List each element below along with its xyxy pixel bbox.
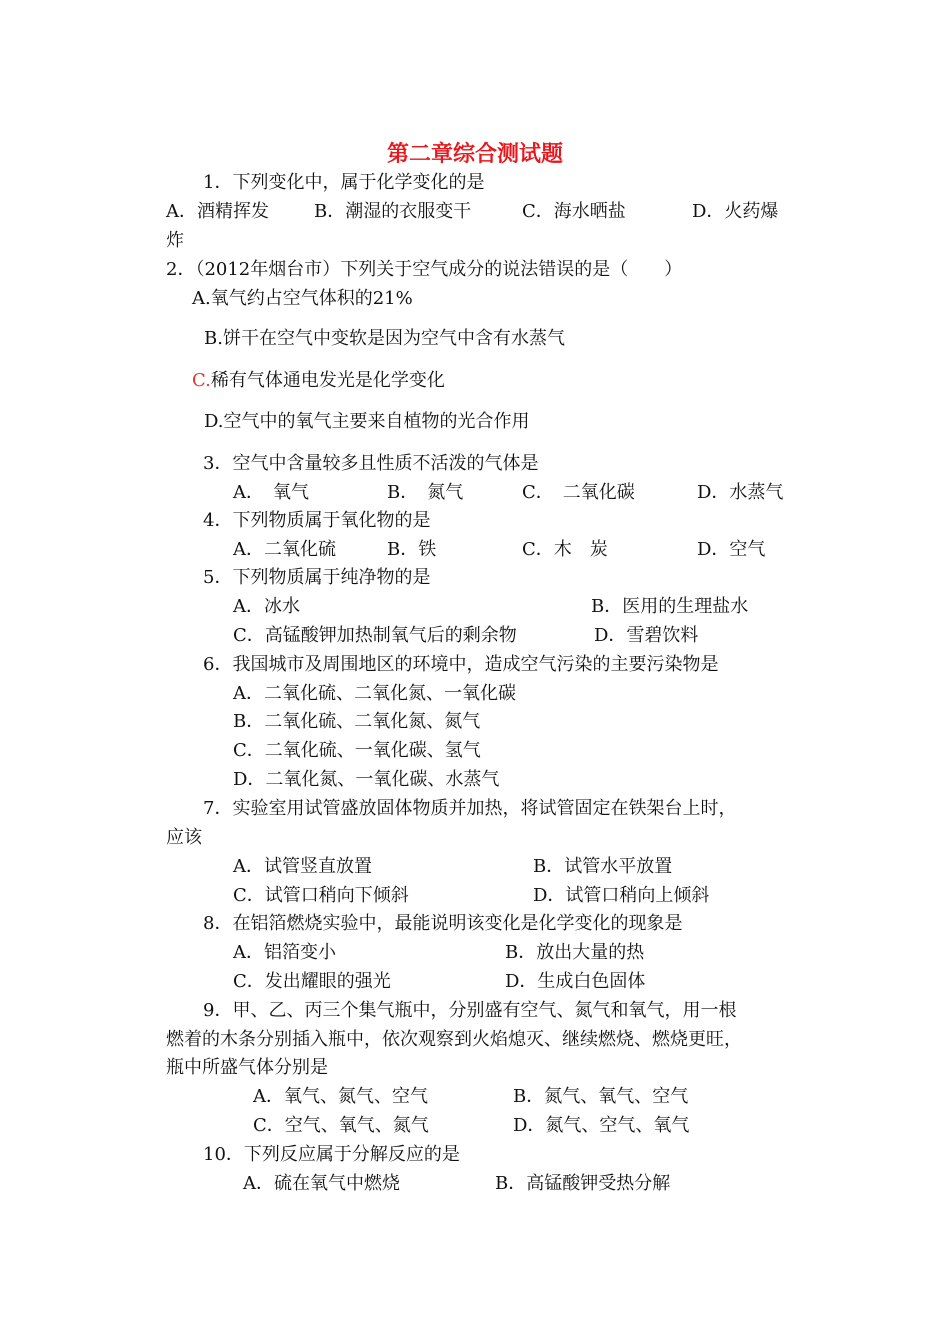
q9-stem-line-2: 燃着的木条分别插入瓶中，依次观察到火焰熄灭、继续燃烧、燃烧更旺， xyxy=(166,1029,742,1050)
q10-option-b: B．高锰酸钾受热分解 xyxy=(495,1173,671,1194)
q9-stem: 9．甲、乙、丙三个集气瓶中，分别盛有空气、氮气和氧气，用一根 xyxy=(203,1000,737,1021)
page-title: 第二章综合测试题 xyxy=(386,142,563,167)
q9-stem-line-3: 瓶中所盛气体分别是 xyxy=(166,1057,328,1078)
q10-stem: 10．下列反应属于分解反应的是 xyxy=(203,1144,460,1165)
q1-stem: 1．下列变化中，属于化学变化的是 xyxy=(203,172,485,193)
q3-stem: 3．空气中含量较多且性质不活泼的气体是 xyxy=(203,453,539,474)
q8-stem: 8．在铝箔燃烧实验中，最能说明该变化是化学变化的现象是 xyxy=(203,913,683,934)
q5-option-d: D．雪碧饮料 xyxy=(594,625,699,646)
q5-option-c: C．高锰酸钾加热制氧气后的剩余物 xyxy=(233,625,517,646)
q1-option-d-wrap: 炸 xyxy=(166,230,184,251)
q7-stem: 7．实验室用试管盛放固体物质并加热，将试管固定在铁架台上时， xyxy=(203,798,737,819)
q7-stem-wrap: 应该 xyxy=(166,827,202,848)
q9-option-b: B．氮气、氧气、空气 xyxy=(513,1086,689,1107)
q7-option-d: D．试管口稍向上倾斜 xyxy=(533,885,710,906)
q8-option-b: B．放出大量的热 xyxy=(505,942,645,963)
q2-option-c-letter: C. xyxy=(192,370,211,391)
q5-stem: 5．下列物质属于纯净物的是 xyxy=(203,567,431,588)
q2-stem: 2．（2012年烟台市）下列关于空气成分的说法错误的是（ ） xyxy=(166,259,683,280)
q6-stem: 6．我国城市及周围地区的环境中，造成空气污染的主要污染物是 xyxy=(203,654,719,675)
q1-option-c: C．海水晒盐 xyxy=(522,201,626,222)
q1-option-d: D．火药爆 xyxy=(692,201,779,222)
q9-option-c: C．空气、氧气、氮气 xyxy=(253,1115,429,1136)
q5-option-a: A．冰水 xyxy=(233,596,300,617)
q8-option-c: C．发出耀眼的强光 xyxy=(233,971,391,992)
q2-option-b: B.饼干在空气中变软是因为空气中含有水蒸气 xyxy=(204,328,565,349)
q6-option-c: C．二氧化硫、一氧化碳、氢气 xyxy=(233,740,481,761)
q7-option-b: B．试管水平放置 xyxy=(533,856,673,877)
q6-option-b: B．二氧化硫、二氧化氮、氮气 xyxy=(233,711,481,732)
q4-option-d: D．空气 xyxy=(697,539,766,560)
q7-option-a: A．试管竖直放置 xyxy=(233,856,372,877)
q3-option-c: C． 二氧化碳 xyxy=(522,482,635,503)
q10-option-a: A．硫在氧气中燃烧 xyxy=(243,1173,400,1194)
q3-option-d: D．水蒸气 xyxy=(697,482,784,503)
q2-option-d: D.空气中的氧气主要来自植物的光合作用 xyxy=(204,411,530,432)
q6-option-d: D．二氧化氮、一氧化碳、水蒸气 xyxy=(233,769,500,790)
q3-option-b: B． 氮气 xyxy=(387,482,464,503)
q4-option-c: C．木 炭 xyxy=(522,539,608,560)
q1-option-b: B．潮湿的衣服变干 xyxy=(314,201,472,222)
q1-option-a: A．酒精挥发 xyxy=(166,201,269,222)
q8-option-d: D．生成白色固体 xyxy=(505,971,646,992)
q2-option-c xyxy=(192,369,445,393)
q7-option-c: C．试管口稍向下倾斜 xyxy=(233,885,409,906)
q2-option-a: A.氧气约占空气体积的21% xyxy=(192,288,413,309)
q4-option-a: A．二氧化硫 xyxy=(233,539,336,560)
q2-option-c-text: 稀有气体通电发光是化学变化 xyxy=(210,370,445,391)
q4-stem: 4．下列物质属于氧化物的是 xyxy=(203,510,431,531)
q6-option-a: A．二氧化硫、二氧化氮、一氧化碳 xyxy=(233,683,516,704)
q5-option-b: B．医用的生理盐水 xyxy=(591,596,749,617)
q8-option-a: A．铝箔变小 xyxy=(233,942,336,963)
q3-option-a: A． 氧气 xyxy=(233,482,309,503)
q9-option-d: D．氮气、空气、氧气 xyxy=(513,1115,690,1136)
q4-option-b: B．铁 xyxy=(387,539,437,560)
q9-option-a: A．氧气、氮气、空气 xyxy=(253,1086,428,1107)
